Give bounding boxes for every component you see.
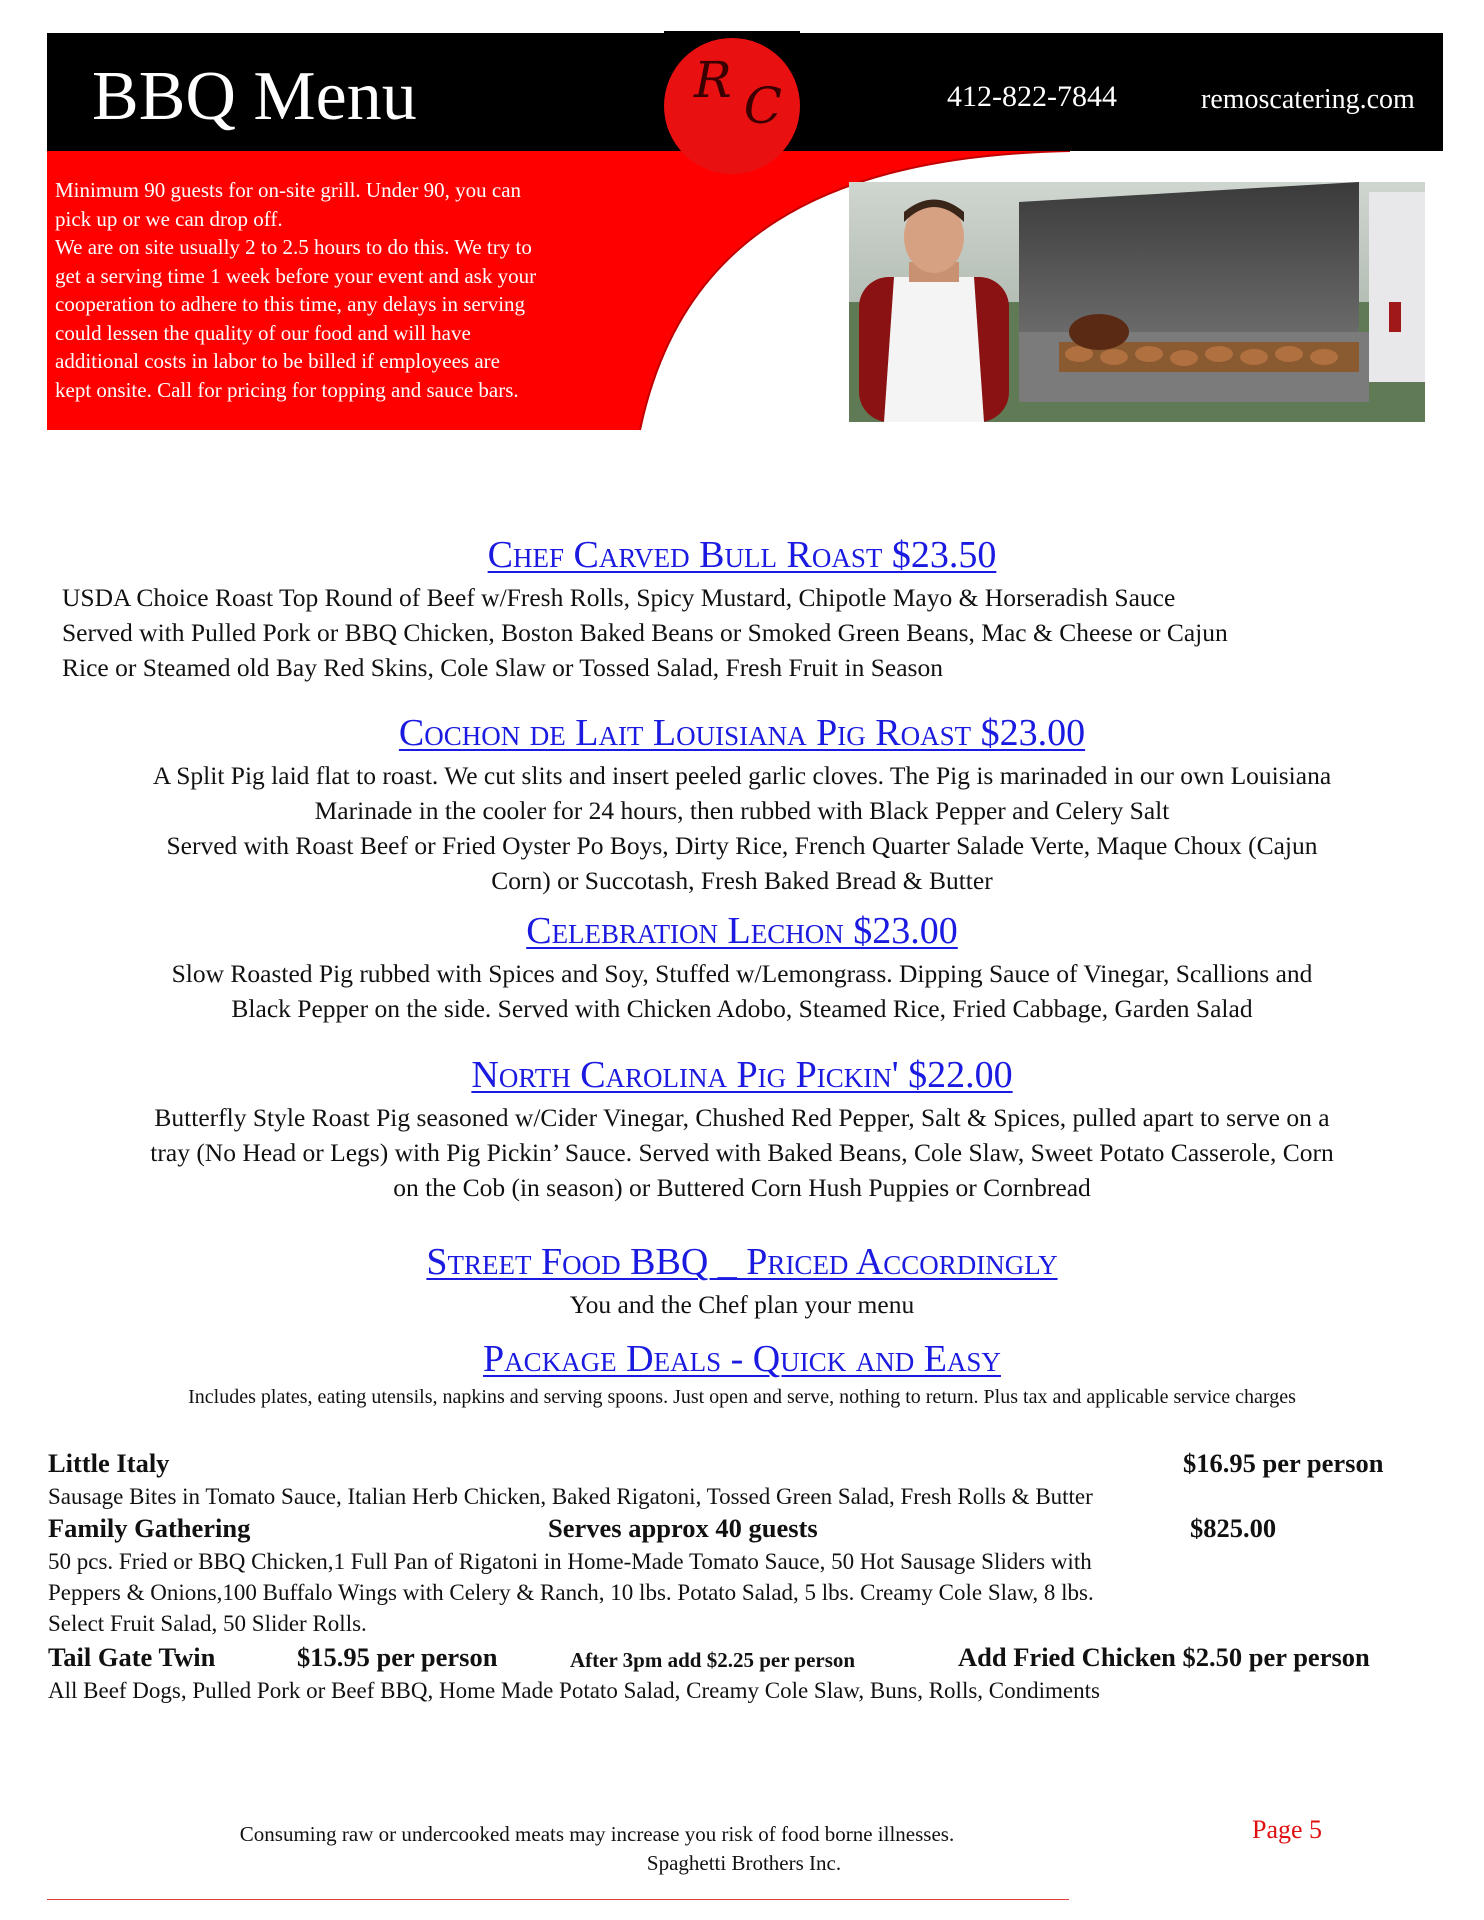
section-heading-pig-roast: Cochon de Lait Louisiana Pig Roast $23.00 — [398, 712, 1086, 754]
package-after-tailgate: After 3pm add $2.25 per person — [570, 1648, 856, 1672]
footer-disclaimer: Consuming raw or undercooked meats may increase you risk of food borne illnesses. — [239, 1822, 955, 1846]
section-heading-street-food: Street Food BBQ _ Priced Accordingly — [426, 1241, 1058, 1283]
package-name-tailgate: Tail Gate Twin — [48, 1642, 216, 1672]
logo-monogram: R C — [694, 51, 782, 135]
section-heading-bull-roast: Chef Carved Bull Roast $23.50 — [487, 534, 997, 576]
page-title: BBQ Menu — [92, 58, 417, 135]
section-desc-pig-roast: A Split Pig laid flat to roast. We cut slits and insert peeled garlic cloves. The Pig is marinaded in our own Louisiana Marinade in the cooler for 24 hours, then rubbed with Black Pepper and Celery Salt Served with Roast Beef or Fried Oyster Po Boys, Dirty Rice, French Quarter Salade Verte, Maque Choux (Cajun Corn) or Succotash, Fresh Baked Bread & Butter — [152, 761, 1332, 895]
package-price-little-italy: $16.95 per person — [1183, 1448, 1384, 1478]
package-name-family: Family Gathering — [48, 1513, 251, 1543]
intro-text: Minimum 90 guests for on-site grill. Under 90, you can pick up or we can drop off. We are on site usually 2 to 2.5 hours to do this. We try to get a serving time 1 week before your event and ask your cooperation to adhere to this time, any delays in serving could lessen the quality of our food and will have additional costs in labor to be billed if employees are kept onsite. Call for pricing for topping and sauce bars. — [55, 178, 537, 402]
section-desc-bull-roast: USDA Choice Roast Top Round of Beef w/Fresh Rolls, Spicy Mustard, Chipotle Mayo & Horseradish Sauce Served with Pulled Pork or BBQ Chicken, Boston Baked Beans or Smoked Green Beans, Mac & Cheese or Cajun Rice or Steamed old Bay Red Skins, Cole Slaw or Tossed Salad, Fresh Fruit in Season — [62, 583, 1228, 682]
footer-company: Spaghetti Brothers Inc. — [646, 1851, 842, 1875]
package-desc-tailgate: All Beef Dogs, Pulled Pork or Beef BBQ, Home Made Potato Salad, Creamy Cole Slaw, Buns, Rolls, Condiments — [48, 1678, 1100, 1703]
section-desc-street-food: You and the Chef plan your menu — [569, 1290, 915, 1319]
package-desc-little-italy: Sausage Bites in Tomato Sauce, Italian Herb Chicken, Baked Rigatoni, Tossed Green Salad, Fresh Rolls & Butter — [48, 1484, 1093, 1509]
section-heading-package-deals: Package Deals - Quick and Easy — [483, 1338, 1001, 1380]
chef-grill-photo — [849, 182, 1425, 422]
section-heading-pig-pickin: North Carolina Pig Pickin' $22.00 — [471, 1054, 1013, 1096]
page-number: Page 5 — [1252, 1815, 1323, 1844]
section-desc-lechon: Slow Roasted Pig rubbed with Spices and Soy, Stuffed w/Lemongrass. Dipping Sauce of Vinegar, Scallions and Black Pepper on the side. Served with Chicken Adobo, Steamed Rice, Fried Cabbage, Garden Salad — [171, 959, 1313, 1023]
package-price-family: $825.00 — [1190, 1513, 1277, 1543]
phone-number: 412-822-7844 — [947, 80, 1117, 113]
footer-divider — [47, 1899, 1069, 1900]
package-addon-tailgate: Add Fried Chicken $2.50 per person — [958, 1642, 1370, 1672]
package-name-little-italy: Little Italy — [48, 1448, 170, 1478]
logo-tab — [664, 31, 800, 35]
section-heading-lechon: Celebration Lechon $23.00 — [526, 910, 958, 952]
website-link[interactable]: remoscatering.com — [1201, 84, 1415, 115]
package-serves-family: Serves approx 40 guests — [548, 1513, 818, 1543]
package-desc-family: 50 pcs. Fried or BBQ Chicken,1 Full Pan of Rigatoni in Home-Made Tomato Sauce, 50 Hot Sausage Sliders with Peppers & Onions,100 Buffalo Wings with Celery & Ranch, 10 lbs. Potato Salad, 5 lbs. Creamy Cole Slaw, 8 lbs. Select Fruit Salad, 50 Slider Rolls. — [48, 1549, 1094, 1636]
section-desc-pig-pickin: Butterfly Style Roast Pig seasoned w/Cider Vinegar, Chushed Red Pepper, Salt & Spices, pulled apart to serve on a tray (No Head or Legs) with Pig Pickin’ Sauce. Served with Baked Beans, Cole Slaw, Sweet Potato Casserole, Corn on the Cob (in season) or Buttered Corn Hush Puppies or Cornbread — [150, 1103, 1334, 1202]
package-note: Includes plates, eating utensils, napkins and serving spoons. Just open and serve, nothing to return. Plus tax and applicable service charges — [188, 1386, 1296, 1408]
package-price-tailgate: $15.95 per person — [297, 1642, 498, 1672]
